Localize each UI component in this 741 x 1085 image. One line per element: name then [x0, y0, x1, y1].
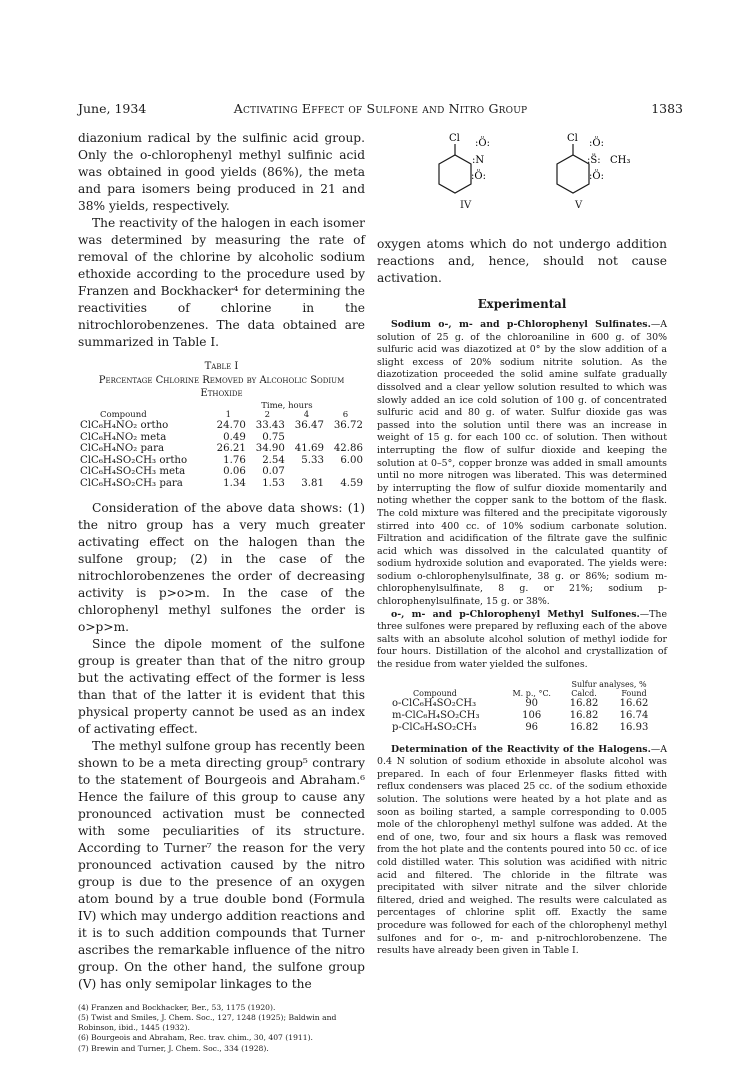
compound-cell: p-ClC₆H₄SO₂CH₃	[392, 721, 477, 733]
paragraph: Since the dipole moment of the sulfone group is greater than that of the nitro group but the activating effect of the former is less than that of the latter it is evident that this physical property cannot be used as an index of activating effect.	[78, 636, 365, 736]
table-sulfones	[389, 680, 659, 734]
header-date: June, 1934	[78, 101, 147, 116]
table-header-row	[389, 689, 659, 698]
page-number: 1383	[651, 101, 683, 116]
compound-cell: o-ClC₆H₄SO₂CH₃	[392, 697, 477, 709]
table-row	[389, 698, 659, 710]
sulfur-label: :S̈:	[587, 155, 601, 166]
running-header	[78, 101, 683, 119]
value-cell: 4.59	[340, 477, 363, 489]
paragraph: oxygen atoms which do not undergo addition reactions and, hence, should not cause activation.	[377, 237, 667, 285]
table-header-row	[78, 411, 365, 420]
oxygen-label: :Ö:	[475, 138, 490, 149]
formula-label-v: V	[575, 200, 583, 211]
oxygen-label: :Ö:	[471, 171, 486, 182]
methyl-label: CH₃	[610, 155, 631, 166]
table-row	[78, 478, 365, 490]
chlorine-label: Cl	[567, 133, 578, 144]
value-cell: 1.76	[223, 454, 246, 466]
found-cell: 16.74	[619, 709, 649, 721]
subsection-title: o-, m- and p-Chlorophenyl Methyl Sulfones.	[391, 608, 640, 620]
calcd-cell: 16.82	[569, 709, 599, 721]
table-row	[78, 443, 365, 455]
table-row	[78, 420, 365, 432]
value-cell: 26.21	[216, 443, 246, 455]
section-heading: Experimental	[477, 297, 567, 311]
footnote: (4) Franzen and Bockhacker, Ber., 53, 1175 (1920).	[78, 1002, 276, 1012]
mp-cell: 96	[525, 721, 539, 733]
value-cell: 24.70	[216, 420, 246, 431]
table-row	[78, 466, 365, 478]
mp-cell: 90	[525, 697, 539, 709]
chlorine-label: Cl	[449, 133, 460, 144]
value-cell: 36.72	[333, 420, 363, 431]
table-row	[389, 722, 659, 734]
compound-cell: ClC₆H₄SO₂CH₃ para	[80, 477, 183, 489]
value-cell	[287, 466, 326, 478]
hour-header: 4	[303, 410, 310, 420]
value-cell: 0.75	[262, 431, 285, 443]
mp-cell: 106	[522, 709, 542, 721]
subsection-title: Sodium o-, m- and p-Chlorophenyl Sulfinates.	[391, 319, 651, 330]
value-cell: 34.90	[255, 443, 285, 455]
oxygen-label: :Ö:	[589, 138, 604, 149]
hour-header: 6	[342, 410, 349, 420]
value-cell: 0.49	[223, 431, 246, 443]
nitrogen-label: :N	[472, 155, 485, 166]
sulfur-header: Sulfur analyses, %	[571, 679, 647, 689]
value-cell: 2.54	[262, 454, 285, 466]
subsection	[377, 319, 667, 609]
compound-cell: ClC₆H₄NO₂ meta	[80, 431, 167, 443]
subsection	[377, 744, 667, 958]
calcd-cell: 16.82	[569, 721, 599, 733]
table-row	[389, 710, 659, 722]
footnote: (6) Bourgeois and Abraham, Rec. trav. chim., 30, 407 (1911).	[78, 1033, 313, 1043]
calcd-cell: 16.82	[569, 697, 599, 709]
compound-cell: m-ClC₆H₄SO₂CH₃	[392, 709, 480, 721]
compound-cell: ClC₆H₄NO₂ para	[80, 443, 165, 455]
structural-formulas	[377, 130, 667, 236]
found-cell: 16.93	[619, 721, 649, 733]
hour-header: 2	[264, 410, 271, 420]
table-row	[78, 455, 365, 467]
compound-header: Compound	[100, 410, 147, 420]
value-cell: 5.33	[301, 454, 324, 466]
compound-cell: ClC₆H₄SO₂CH₃ ortho	[80, 454, 188, 466]
compound-cell: ClC₆H₄NO₂ ortho	[80, 420, 169, 431]
value-cell	[326, 466, 365, 478]
mp-header: M. p., °C.	[512, 688, 551, 698]
table-caption: Table I	[204, 361, 239, 372]
value-cell	[287, 432, 326, 444]
value-cell: 33.43	[255, 420, 285, 431]
subsection-text: —The three sulfones were prepared by refluxing each of the above salts with an absolute alcohol solution of methyl iodide for four hours. Distillation of the alcohol and crystallization of the residue from water yielded the sulfones.	[377, 608, 667, 671]
left-column	[78, 130, 365, 1054]
value-cell: 1.53	[262, 477, 285, 489]
paragraph: The reactivity of the halogen in each isomer was determined by measuring the rate of removal of the chlorine by alcoholic sodium ethoxide according to the procedure used by Franzen and Bockhacker⁴ for determining the reactivities of chlorine in the nitrochlorobenzenes. The data obtained are summarized in Table I.	[78, 216, 365, 349]
subsection	[377, 609, 667, 672]
value-cell	[326, 432, 365, 444]
value-cell: 6.00	[340, 454, 363, 466]
subsection-text: —A solution of 25 g. of the chloroaniline in 600 g. of 30% sulfuric acid was diazotized at 0° by the slow addition of a slight excess of 20% sodium nitrite solution. As the diazotization proceeded the solid amine sulfate gradually dissolved and a clear yellow solution resulted to which was slowly added an ice cold solution of 100 g. of concentrated sulfuric acid and 80 g. of water. Sulfur dioxide gas was passed into the solution until there was an increase in weight of 15 g. for each 100 cc. of solution. Then without interrupting the flow of sulfur dioxide and keeping the solution at 0–5°, copper bronze was added in small amounts until no more nitrogen was liberated. This was determined by interrupting the flow of sulfur dioxide momentarily and noting whether the copper sank to the bottom of the flask. The cold mixture was filtered and the precipitate vigorously stirred into 400 cc. of 10% sodium carbonate solution. Filtration and acidification of the filtrate gave the sulfinic acid which was dissolved in the calculated quantity of sodium hydroxide solution and evaporated. The yields were: sodium o-chlorophenylsulfinate, 38 g. or 86%; sodium m-chlorophenylsulfinate, 8 g. or 21%; sodium p-chlorophenylsulfinate, 15 g. or 38%.	[377, 319, 667, 608]
table-chlorine-removed	[78, 402, 365, 490]
formula-v-sulfone	[537, 130, 647, 212]
found-header: Found	[621, 688, 647, 698]
footnote: (7) Brewin and Turner, J. Chem. Soc., 334 (1928).	[78, 1043, 269, 1053]
value-cell: 41.69	[294, 443, 324, 455]
value-cell: 36.47	[294, 420, 324, 431]
table-title: Percentage Chlorine Removed by Alcoholic Sodium Ethoxide	[98, 375, 345, 399]
value-cell: 0.07	[262, 466, 285, 478]
compound-cell: ClC₆H₄SO₂CH₃ meta	[80, 466, 186, 478]
compound-header: Compound	[413, 688, 457, 698]
value-cell: 42.86	[333, 443, 363, 455]
right-column	[377, 130, 667, 958]
paragraph: diazonium radical by the sulfinic acid group. Only the o-chlorophenyl methyl sulfinic acid was obtained in good yields (86%), the meta and para isomers being produced in 21 and 38% yields, respectively.	[78, 131, 365, 213]
hour-header: 1	[225, 410, 232, 420]
time-header: Time, hours	[261, 401, 313, 411]
subsection-title: Determination of the Reactivity of the Halogens.	[391, 743, 651, 755]
oxygen-label: :Ö:	[589, 171, 604, 182]
calcd-header: Calcd.	[571, 688, 597, 698]
value-cell: 0.06	[223, 466, 246, 478]
formula-label-iv: IV	[460, 200, 472, 211]
found-cell: 16.62	[619, 697, 649, 709]
paragraph: The methyl sulfone group has recently been shown to be a meta directing group⁵ contrary to the statement of Bourgeois and Abraham.⁶ Hence the failure of this group to cause any pronounced activation must be connected with some peculiarities of its structure. According to Turner⁷ the reason for the very pronounced activation caused by the nitro group is due to the presence of an oxygen atom bound by a true double bond (Formula IV) which may undergo addition reactions and it is to such addition compounds that Turner ascribes the remarkable influence of the nitro group. On the other hand, the sulfone group (V) has only semipolar linkages to the	[78, 738, 365, 991]
value-cell: 1.34	[223, 477, 246, 489]
table-header-row	[389, 680, 659, 689]
subsection-text: —A 0.4 N solution of sodium ethoxide in absolute alcohol was prepared. In each of four Erlenmeyer flasks fitted with reflux condensers was placed 25 cc. of the sodium ethoxide solution. The solutions were heated by a hot plate and as soon as boiling started, a sample corresponding to 0.005 mole of the chlorophenyl methyl sulfone was added. At the end of one, two, four and six hours a flask was removed from the hot plate and the contents poured into 50 cc. of ice cold distilled water. This solution was acidified with nitric acid and filtered. The chloride in the filtrate was precipitated with silver nitrate and the silver chloride filtered, dried and weighed. The results were calculated as percentages of chlorine split off. Exactly the same procedure was followed for each of the chlorophenyl methyl sulfones and for o-, m- and p-nitrochlorobenzene. The results have already been given in Table I.	[377, 743, 667, 957]
footnotes	[78, 1003, 365, 1054]
table-row	[78, 432, 365, 444]
value-cell: 3.81	[301, 477, 324, 489]
paragraph: Consideration of the above data shows: (1) the nitro group has a very much greater activating effect on the halogen than the sulfone group; (2) in the case of the nitrochlorobenzenes the order of decreasing activity is p>o>m. In the case of the chlorophenyl methyl sulfones the order is o>p>m.	[78, 500, 365, 634]
header-title: Activating Effect of Sulfone and Nitro Group	[233, 101, 528, 116]
footnote: (5) Twist and Smiles, J. Chem. Soc., 127, 1248 (1925); Baldwin and Robinson, ibid., 1445 (1932).	[78, 1012, 337, 1033]
